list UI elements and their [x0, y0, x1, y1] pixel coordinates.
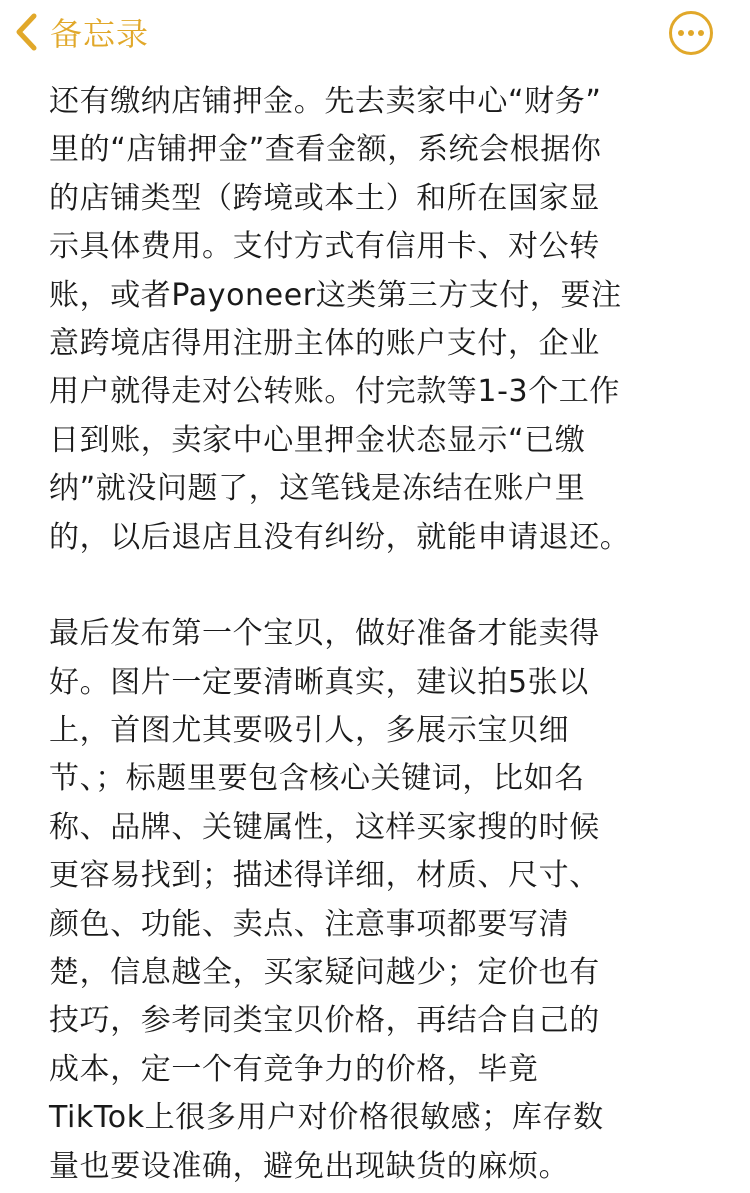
note-content[interactable]: [49, 78, 709, 1191]
note-line: 颜色、功能、卖点、注意事项都要写清: [49, 906, 570, 942]
paragraph-spacer: [49, 562, 709, 610]
back-button[interactable]: [14, 8, 149, 56]
note-line: 还有缴纳店铺押金。先去卖家中心“财务”: [49, 84, 602, 119]
note-line: 最后发布第一个宝贝，做好准备才能卖得: [49, 616, 600, 652]
note-line: 节、；标题里要包含核心关键词，比如名: [49, 761, 585, 797]
ellipsis-circle-icon: [668, 10, 714, 56]
note-line: 楚，信息越全，买家疑问越少；定价也有: [49, 955, 600, 991]
note-line: 意跨境店得用注册主体的账户支付，企业: [49, 325, 600, 361]
note-line: 里的“店铺押金”查看金额，系统会根据你: [49, 132, 602, 168]
back-label: 备忘录: [50, 15, 150, 53]
note-line: 示具体费用。支付方式有信用卡、对公转: [49, 229, 600, 265]
more-options-button[interactable]: [668, 10, 714, 56]
note-line: 技巧，参考同类宝贝价格，再结合自己的: [49, 1003, 600, 1039]
note-line: 更容易找到；描述得详细，材质、尺寸、: [49, 858, 600, 894]
chevron-left-icon: [14, 12, 38, 52]
note-paragraph: [49, 610, 709, 1191]
note-line: 日到账，卖家中心里押金状态显示“已缴: [49, 422, 586, 458]
note-line: 称、品牌、关键属性，这样买家搜的时候: [49, 809, 600, 845]
note-line: 成本，定一个有竞争力的价格，毕竟: [49, 1051, 539, 1087]
note-line: 上，首图尤其要吸引人，多展示宝贝细: [49, 713, 570, 749]
note-line: 用户就得走对公转账。付完款等1-3个工作: [49, 374, 620, 410]
note-line: 的店铺类型（跨境或本土）和所在国家显: [49, 180, 600, 216]
note-line: 好。图片一定要清晰真实，建议拍5张以: [49, 664, 589, 700]
note-line: 的，以后退店且没有纠纷，就能申请退还。: [49, 519, 631, 555]
note-line: 量也要设准确，避免出现缺货的麻烦。: [49, 1148, 570, 1184]
note-line: 纳”就没问题了，这笔钱是冻结在账户里: [49, 471, 586, 507]
note-paragraph: [49, 78, 709, 562]
note-line: TikTok上很多用户对价格很敏感；库存数: [49, 1100, 604, 1136]
navigation-bar: [0, 0, 750, 64]
note-line: 账，或者Payoneer这类第三方支付，要注: [49, 277, 622, 313]
